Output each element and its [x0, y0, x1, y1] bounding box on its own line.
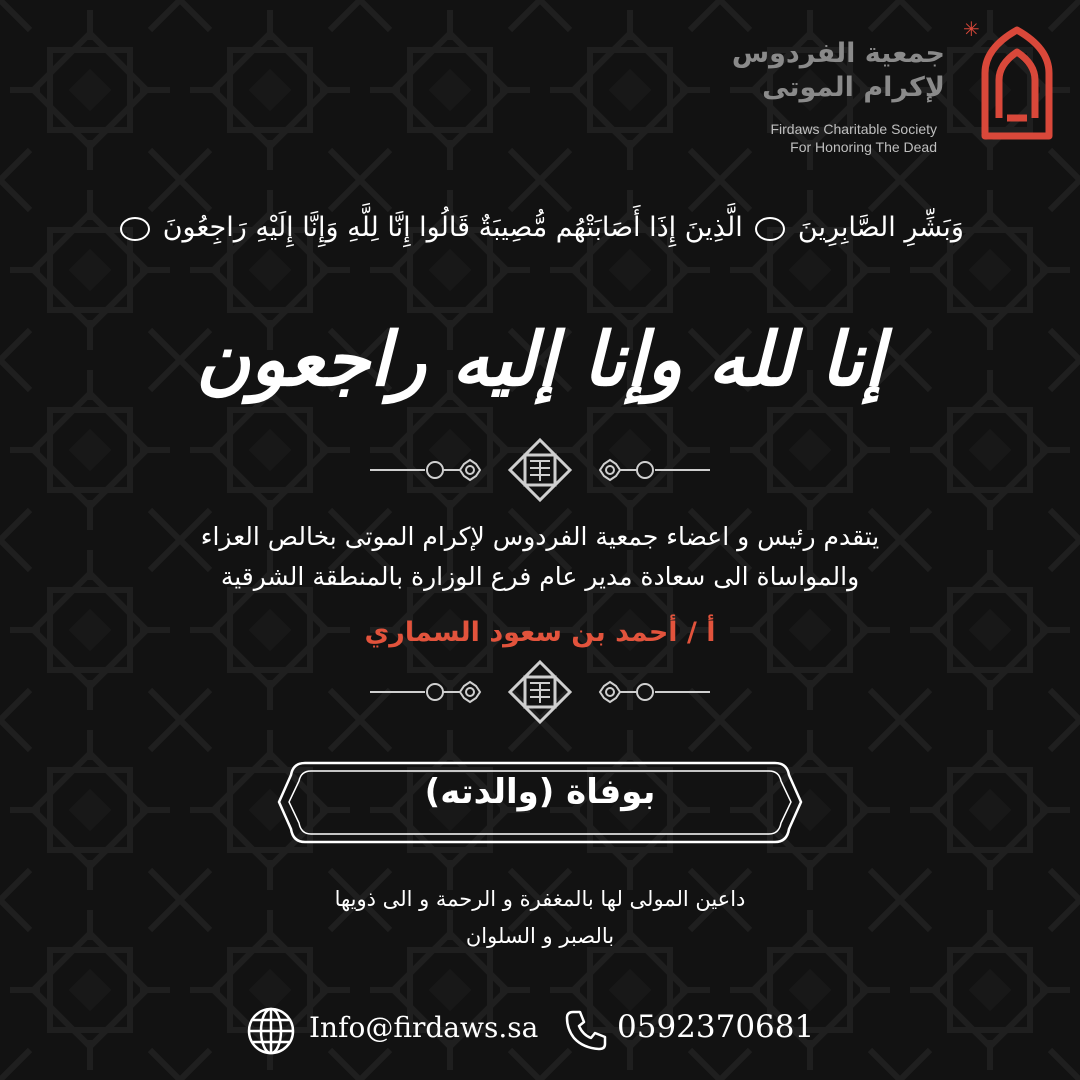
- contact-footer: [245, 1003, 835, 1059]
- logo-english-line2: For Honoring The Dead: [790, 139, 937, 155]
- globe-icon: [245, 1005, 297, 1057]
- ornamental-divider: [370, 657, 710, 727]
- quran-verse: [40, 212, 1040, 243]
- logo-arabic-line1: جمعية الفردوس: [731, 38, 945, 69]
- society-logo: [731, 18, 1055, 155]
- prayer-line1: داعين المولى لها بالمغفرة و الرحمة و الى ذويها: [334, 887, 746, 911]
- svg-text:✳: ✳: [963, 18, 980, 41]
- istirja-calligraphy: إنا لله وإنا إليه راجعون: [195, 317, 885, 403]
- email-link[interactable]: Info@firdaws.sa: [309, 1011, 539, 1044]
- logo-english-line1: Firdaws Charitable Society: [770, 121, 937, 137]
- verse-part1: وَبَشِّرِ الصَّابِرِينَ: [797, 212, 964, 243]
- phone-icon: [563, 1007, 609, 1053]
- recipient-name: أ / أحمد بن سعود السماري: [364, 617, 716, 648]
- ayah-marker-icon: [755, 217, 785, 241]
- death-announcement: بوفاة (والدته): [424, 772, 656, 812]
- ayah-marker-icon: [120, 217, 150, 241]
- logo-arabic-line2: لإكرام الموتى: [762, 72, 945, 103]
- verse-part2: الَّذِينَ إِذَا أَصَابَتْهُم مُّصِيبَةٌ قَالُوا إِنَّا لِلَّهِ وَإِنَّا إِلَيْهِ رَاجِعُونَ: [162, 212, 743, 243]
- mosque-arch-logo-icon: [955, 18, 1055, 140]
- prayer-line2: بالصبر و السلوان: [465, 924, 615, 948]
- condolence-line1: يتقدم رئيس و اعضاء جمعية الفردوس لإكرام الموتى بخالص العزاء: [200, 522, 880, 551]
- condolence-line2: والمواساة الى سعادة مدير عام فرع الوزارة بالمنطقة الشرقية: [220, 562, 860, 591]
- phone-number[interactable]: 0592370681: [617, 1009, 815, 1045]
- ornamental-divider: [370, 435, 710, 505]
